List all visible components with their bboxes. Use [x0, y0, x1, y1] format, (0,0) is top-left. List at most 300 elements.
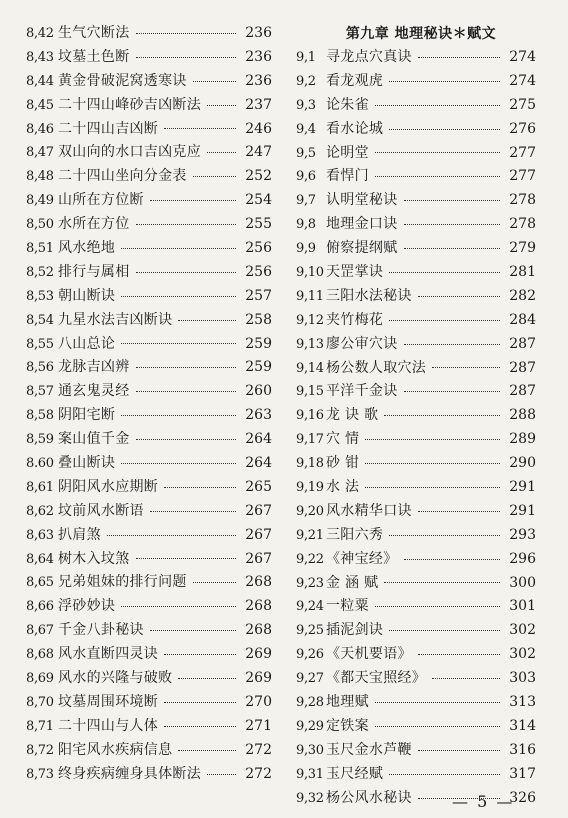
- dot-leader: [150, 630, 236, 631]
- entry-number: 9,31: [296, 766, 324, 782]
- toc-entry: [296, 309, 536, 333]
- entry-title: 杨公风水秘诀: [326, 789, 412, 806]
- entry-page-number: 302: [509, 646, 536, 663]
- entry-page-number: 254: [245, 192, 272, 209]
- dot-leader: [389, 630, 500, 631]
- entry-number: 9,11: [296, 288, 324, 304]
- toc-entry: [296, 715, 536, 739]
- entry-title: 终身疾病缠身具体断法: [58, 765, 201, 782]
- entry-number: 9,12: [296, 312, 324, 328]
- entry-page-number: 269: [245, 670, 272, 687]
- dot-leader: [375, 606, 500, 607]
- entry-title: 平洋千金诀: [326, 383, 398, 400]
- entry-title: 山所在方位断: [58, 192, 144, 209]
- entry-page-number: 263: [245, 407, 272, 424]
- toc-entry: [296, 500, 536, 524]
- entry-number: 9,13: [296, 336, 324, 352]
- entry-number: 9,25: [296, 623, 324, 639]
- dot-leader: [418, 750, 500, 751]
- toc-entry: [296, 763, 536, 787]
- entry-title: 三阳六秀: [326, 526, 384, 543]
- chapter-heading: 第九章 地理秘诀＊赋文: [345, 26, 497, 42]
- entry-page-number: 313: [509, 694, 536, 711]
- entry-page-number: 270: [245, 693, 272, 710]
- dot-leader: [432, 678, 500, 679]
- toc-entry: [296, 524, 536, 548]
- toc-entry: [26, 333, 272, 357]
- entry-page-number: 259: [245, 335, 272, 352]
- toc-entry: [26, 380, 272, 404]
- entry-title: 风水精华口诀: [326, 502, 412, 519]
- dot-leader: [404, 559, 501, 560]
- entry-number: 9,19: [296, 480, 324, 496]
- entry-page-number: 302: [509, 622, 536, 639]
- entry-number: 8,47: [26, 145, 54, 161]
- entry-title: 水 法: [326, 479, 360, 496]
- entry-page-number: 291: [509, 502, 536, 519]
- entry-number: 9,15: [296, 384, 324, 400]
- dot-leader: [375, 105, 500, 106]
- entry-number: 8,43: [26, 49, 54, 65]
- toc-entry: [296, 285, 536, 309]
- entry-title: 浮砂妙诀: [58, 598, 116, 615]
- entry-number: 8,58: [26, 408, 54, 424]
- entry-number: 8,72: [26, 742, 54, 758]
- entry-title: 论朱雀: [326, 96, 369, 113]
- dot-leader: [375, 702, 500, 703]
- toc-entry: [296, 70, 536, 94]
- toc-entry: [296, 739, 536, 763]
- entry-page-number: 236: [245, 72, 272, 89]
- entry-title: 扒肩煞: [58, 526, 101, 543]
- dot-leader: [107, 535, 236, 536]
- dot-leader: [365, 487, 500, 488]
- dot-leader: [418, 511, 500, 512]
- entry-number: 8,69: [26, 671, 54, 687]
- entry-title: 阴阳风水应期断: [58, 478, 159, 495]
- entry-page-number: 289: [509, 431, 536, 448]
- toc-entry: [26, 261, 272, 285]
- toc-entry: [26, 165, 272, 189]
- dot-leader: [164, 726, 236, 727]
- dot-leader: [193, 81, 236, 82]
- entry-title: 玉尺经赋: [326, 765, 384, 782]
- entry-number: 8,71: [26, 718, 54, 734]
- entry-page-number: 267: [245, 550, 272, 567]
- entry-page-number: 296: [509, 550, 536, 567]
- entry-title: 生气穴断法: [58, 25, 130, 41]
- entry-title: 插泥剑诀: [326, 622, 384, 639]
- entry-number: 8,68: [26, 647, 54, 663]
- entry-title: 朝山断诀: [58, 287, 116, 304]
- entry-page-number: 293: [509, 526, 536, 543]
- toc-entry: [26, 619, 272, 643]
- entry-number: 9,10: [296, 265, 324, 281]
- entry-number: 9,18: [296, 456, 324, 472]
- entry-title: 兄弟姐妹的排行问题: [58, 574, 187, 591]
- entry-number: 9,17: [296, 432, 324, 448]
- entry-number: 8,63: [26, 527, 54, 543]
- entry-number: 9,5: [296, 145, 316, 161]
- dot-leader: [136, 57, 237, 58]
- entry-title: 千金八卦秘诀: [58, 622, 144, 639]
- toc-entry: [296, 94, 536, 118]
- dot-leader: [178, 678, 236, 679]
- entry-title: 砂 钳: [326, 455, 360, 472]
- entry-number: 8,50: [26, 217, 54, 233]
- toc-entry: [26, 189, 272, 213]
- entry-page-number: 316: [509, 741, 536, 758]
- dot-leader: [178, 750, 236, 751]
- entry-number: 9,7: [296, 193, 316, 209]
- toc-entry: [26, 452, 272, 476]
- entry-page-number: 256: [245, 263, 272, 280]
- entry-page-number: 279: [509, 240, 536, 257]
- toc-entry: [26, 571, 272, 595]
- dot-leader: [389, 272, 500, 273]
- dot-leader: [178, 320, 236, 321]
- toc-entry: [26, 46, 272, 70]
- toc-entry: [296, 548, 536, 572]
- entry-page-number: 271: [245, 717, 272, 734]
- dot-leader: [375, 152, 500, 153]
- entry-page-number: 259: [245, 359, 272, 376]
- entry-title: 水所在方位: [58, 216, 130, 233]
- entry-page-number: 269: [245, 646, 272, 663]
- entry-number: 9,21: [296, 527, 324, 543]
- entry-number: 9,32: [296, 790, 324, 806]
- entry-number: 9,2: [296, 73, 316, 89]
- entry-title: 看水论城: [326, 120, 384, 137]
- entry-number: 8,64: [26, 551, 54, 567]
- entry-title: 三阳水法秘诀: [326, 287, 412, 304]
- entry-title: 玉尺金水芦鞭: [326, 741, 412, 758]
- entry-number: 8,46: [26, 121, 54, 137]
- entry-title: 《都天宝照经》: [326, 670, 427, 687]
- dot-leader: [136, 558, 237, 559]
- toc-entry: [296, 667, 536, 691]
- entry-page-number: 267: [245, 502, 272, 519]
- toc-column-left: [26, 22, 272, 787]
- entry-page-number: 281: [509, 264, 536, 281]
- entry-page-number: 265: [245, 478, 272, 495]
- entry-number: 9,8: [296, 217, 316, 233]
- toc-entry: [296, 142, 536, 166]
- entry-title: 金 涵 赋: [326, 574, 379, 591]
- toc-entry: [26, 500, 272, 524]
- toc-entry: [26, 118, 272, 142]
- entry-title: 论明堂: [326, 144, 369, 161]
- toc-entry: [296, 165, 536, 189]
- entry-title: 地理赋: [326, 694, 369, 711]
- entry-title: 风水的兴隆与破败: [58, 670, 173, 687]
- entry-page-number: 317: [509, 765, 536, 782]
- dot-leader: [418, 654, 500, 655]
- entry-page-number: 274: [509, 72, 536, 89]
- toc-entry: [26, 141, 272, 165]
- entry-number: 9,30: [296, 742, 324, 758]
- dot-leader: [121, 296, 236, 297]
- toc-entry: [26, 715, 272, 739]
- toc-entry: [26, 667, 272, 691]
- entry-page-number: 284: [509, 311, 536, 328]
- entry-title: 二十四山峰砂吉凶断法: [58, 96, 201, 113]
- dot-leader: [432, 367, 500, 368]
- toc-entry: [296, 357, 536, 381]
- toc-column-right: [296, 22, 536, 811]
- entry-number: 8,45: [26, 97, 54, 113]
- entry-number: 9,9: [296, 241, 316, 257]
- toc-entry: [26, 404, 272, 428]
- entry-title: 地理金口诀: [326, 216, 398, 233]
- entry-page-number: 275: [509, 96, 536, 113]
- toc-entry: [296, 46, 536, 70]
- entry-number: 8,59: [26, 432, 54, 448]
- toc-entry: [296, 237, 536, 261]
- dot-leader: [418, 57, 500, 58]
- toc-entry: [26, 763, 272, 787]
- toc-entry: [26, 691, 272, 715]
- toc-entry: [26, 548, 272, 572]
- dot-leader: [404, 248, 501, 249]
- dot-leader: [389, 129, 500, 130]
- dot-leader: [193, 582, 236, 583]
- dot-leader: [164, 128, 236, 129]
- toc-entry: [296, 476, 536, 500]
- toc-entry: [26, 237, 272, 261]
- entry-title: 二十四山与人体: [58, 717, 159, 734]
- entry-title: 廖公审穴诀: [326, 335, 398, 352]
- entry-number: 8,49: [26, 193, 54, 209]
- entry-title: 龙 诀 歌: [326, 407, 379, 424]
- entry-page-number: 278: [509, 216, 536, 233]
- dot-leader: [389, 81, 500, 82]
- toc-entry: [26, 739, 272, 763]
- entry-number: 8,51: [26, 241, 54, 257]
- entry-number: 8,70: [26, 694, 54, 710]
- entry-title: 夹竹梅花: [326, 311, 384, 328]
- toc-entry: [296, 333, 536, 357]
- toc-entry: [296, 118, 536, 142]
- entry-page-number: 252: [245, 168, 272, 185]
- dot-leader: [150, 200, 236, 201]
- entry-page-number: 246: [245, 120, 272, 137]
- entry-page-number: 268: [245, 622, 272, 639]
- dot-leader: [136, 224, 237, 225]
- toc-entry: [296, 572, 536, 596]
- entry-number: 9,3: [296, 97, 316, 113]
- toc-entry: [296, 428, 536, 452]
- entry-title: 《天机要语》: [326, 646, 412, 663]
- entry-number: 8,73: [26, 766, 54, 782]
- entry-title: 定铁案: [326, 717, 369, 734]
- entry-page-number: 287: [509, 359, 536, 376]
- entry-page-number: 291: [509, 479, 536, 496]
- dot-leader: [389, 320, 500, 321]
- dot-leader: [150, 511, 236, 512]
- entry-number: 8,44: [26, 73, 54, 89]
- entry-page-number: 264: [245, 455, 272, 472]
- toc-entry: [296, 213, 536, 237]
- entry-page-number: 258: [245, 311, 272, 328]
- toc-entry: [26, 213, 272, 237]
- entry-page-number: 272: [245, 741, 272, 758]
- entry-number: 9,16: [296, 408, 324, 424]
- entry-number: 9,24: [296, 599, 324, 615]
- entry-page-number: 260: [245, 383, 272, 400]
- dot-leader: [136, 33, 237, 34]
- dot-leader: [164, 702, 236, 703]
- entry-number: 8,57: [26, 384, 54, 400]
- entry-page-number: 236: [245, 48, 272, 65]
- toc-entry: [296, 643, 536, 667]
- dot-leader: [121, 463, 236, 464]
- entry-page-number: 268: [245, 574, 272, 591]
- dot-leader: [365, 463, 500, 464]
- dot-leader: [384, 415, 500, 416]
- entry-number: 8,61: [26, 479, 54, 495]
- dot-leader: [375, 176, 500, 177]
- entry-page-number: 277: [509, 144, 536, 161]
- toc-entry: [296, 404, 536, 428]
- entry-title: 九星水法吉凶断诀: [58, 311, 173, 328]
- entry-page-number: 287: [509, 383, 536, 400]
- entry-title: 风水绝地: [58, 240, 116, 257]
- entry-title: 阳宅风水疾病信息: [58, 741, 173, 758]
- toc-entry: [26, 70, 272, 94]
- entry-number: 8.60: [26, 456, 54, 472]
- dot-leader: [404, 391, 501, 392]
- entry-title: 穴 情: [326, 431, 360, 448]
- dot-leader: [164, 654, 236, 655]
- entry-number: 9,28: [296, 695, 324, 711]
- entry-number: 9,22: [296, 551, 324, 567]
- entry-page-number: 247: [245, 144, 272, 161]
- dot-leader: [207, 105, 236, 106]
- entry-page-number: 274: [509, 49, 536, 65]
- dot-leader: [136, 391, 237, 392]
- entry-title: 坟墓周围环境断: [58, 693, 159, 710]
- entry-number: 9,29: [296, 718, 324, 734]
- dot-leader: [207, 774, 236, 775]
- entry-title: 风水直断四灵诀: [58, 646, 159, 663]
- entry-title: 双山向的水口吉凶克应: [58, 144, 201, 161]
- entry-page-number: 237: [245, 96, 272, 113]
- entry-number: 8,52: [26, 264, 54, 280]
- entry-page-number: 277: [509, 168, 536, 185]
- dot-leader: [404, 200, 501, 201]
- dot-leader: [136, 272, 237, 273]
- entry-number: 8,66: [26, 599, 54, 615]
- dot-leader: [121, 606, 236, 607]
- entry-number: 8,67: [26, 623, 54, 639]
- dot-leader: [121, 248, 236, 249]
- dot-leader: [389, 774, 500, 775]
- entry-title: 杨公数人取穴法: [326, 359, 427, 376]
- entry-title: 看悍门: [326, 168, 369, 185]
- entry-title: 排行与属相: [58, 263, 130, 280]
- entry-number: 9,6: [296, 169, 316, 185]
- dot-leader: [207, 152, 236, 153]
- entry-title: 二十四山吉凶断: [58, 120, 159, 137]
- entry-number: 8,53: [26, 288, 54, 304]
- dot-leader: [384, 582, 500, 583]
- toc-entry: [296, 595, 536, 619]
- toc-entry: [26, 22, 272, 46]
- entry-page-number: 257: [245, 287, 272, 304]
- entry-title: 二十四山坐向分金表: [58, 168, 187, 185]
- toc-entry: [26, 285, 272, 309]
- entry-title: 黄金骨破泥窝透寒诀: [58, 72, 187, 89]
- entry-number: 9,14: [296, 360, 324, 376]
- entry-title: 认明堂秘诀: [326, 192, 398, 209]
- entry-page-number: 326: [509, 789, 536, 806]
- entry-page-number: 287: [509, 335, 536, 352]
- entry-title: 树木入坟煞: [58, 550, 130, 567]
- entry-page-number: 303: [509, 670, 536, 687]
- toc-entry: [26, 643, 272, 667]
- page-number: — 5 —: [452, 792, 515, 811]
- toc-entry: [296, 380, 536, 404]
- entry-number: 8,42: [26, 26, 54, 41]
- toc-entry: [296, 691, 536, 715]
- entry-number: 8,62: [26, 503, 54, 519]
- entry-number: 8,55: [26, 336, 54, 352]
- entry-number: 8,54: [26, 312, 54, 328]
- dot-leader: [404, 344, 501, 345]
- dot-leader: [136, 367, 237, 368]
- toc-entry: [296, 452, 536, 476]
- dot-leader: [375, 726, 500, 727]
- entry-page-number: 268: [245, 598, 272, 615]
- entry-page-number: 301: [509, 598, 536, 615]
- entry-page-number: 255: [245, 216, 272, 233]
- toc-entry: [26, 94, 272, 118]
- entry-number: 8,56: [26, 360, 54, 376]
- entry-page-number: 314: [509, 717, 536, 734]
- entry-number: 9,4: [296, 121, 316, 137]
- entry-number: 9,1: [296, 50, 316, 65]
- dot-leader: [418, 296, 500, 297]
- entry-page-number: 282: [509, 287, 536, 304]
- entry-title: 坟前风水断语: [58, 502, 144, 519]
- dot-leader: [136, 439, 237, 440]
- entry-number: 9,27: [296, 671, 324, 687]
- dot-leader: [365, 439, 500, 440]
- entry-page-number: 288: [509, 407, 536, 424]
- entry-page-number: 300: [509, 574, 536, 591]
- entry-title: 《神宝经》: [326, 550, 398, 567]
- entry-title: 看龙观虎: [326, 72, 384, 89]
- entry-page-number: 276: [509, 120, 536, 137]
- dot-leader: [389, 535, 500, 536]
- dot-leader: [121, 343, 236, 344]
- entry-number: 9,20: [296, 503, 324, 519]
- entry-page-number: 290: [509, 455, 536, 472]
- dot-leader: [164, 487, 236, 488]
- entry-number: 8,65: [26, 575, 54, 591]
- entry-page-number: 278: [509, 192, 536, 209]
- entry-title: 叠山断诀: [58, 455, 116, 472]
- toc-entry: [26, 356, 272, 380]
- toc-entry: [26, 476, 272, 500]
- entry-title: 阴阳宅断: [58, 407, 116, 424]
- entry-title: 八山总论: [58, 335, 116, 352]
- entry-page-number: 267: [245, 526, 272, 543]
- entry-page-number: 272: [245, 765, 272, 782]
- entry-title: 案山值千金: [58, 431, 130, 448]
- entry-number: 8,48: [26, 169, 54, 185]
